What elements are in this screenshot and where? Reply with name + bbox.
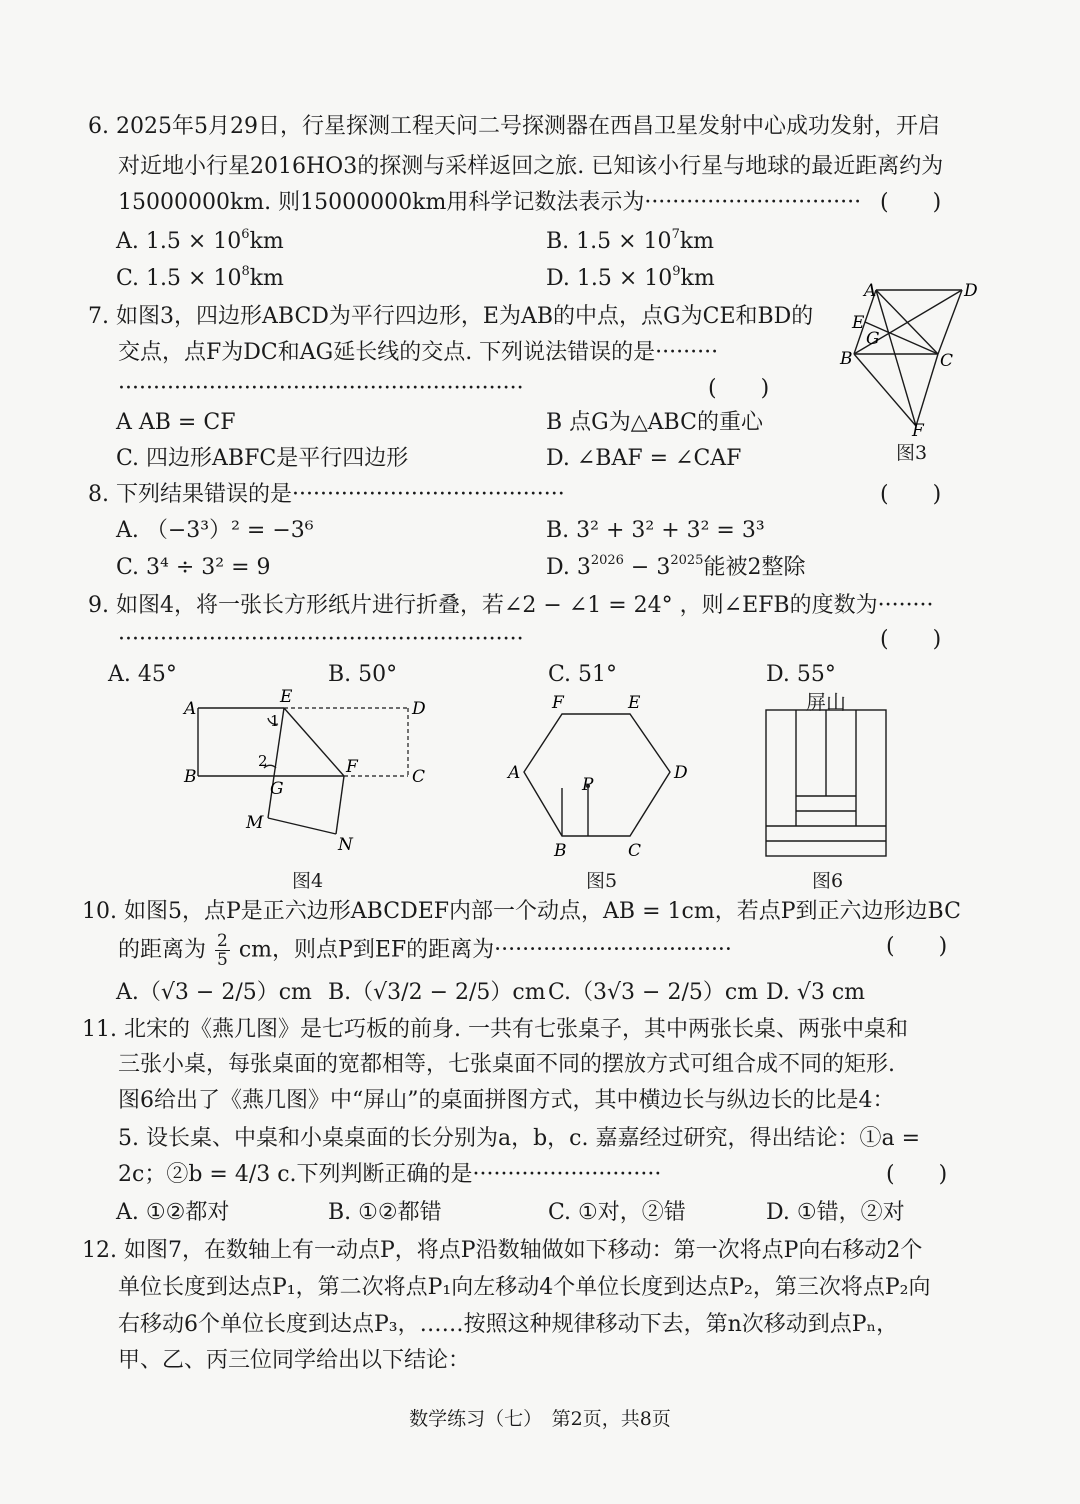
q11-option-b: B. ①②都错 xyxy=(328,1200,442,1225)
q10-option-d: D. √3 cm xyxy=(766,980,866,1005)
fig3-label-d: D xyxy=(964,281,978,301)
figure-5-regular-hexagon xyxy=(502,688,702,860)
q8-option-d: D. $3^{2026} - 3^{2025}$能被2整除 xyxy=(546,553,806,580)
fig3-label-e: E xyxy=(852,313,865,333)
q8-line1: 8. 下列结果错误的是······································· xyxy=(88,482,565,507)
q6-option-a: A. $1.5 \times 10^6km$ xyxy=(116,227,284,254)
fig4-label-a: A xyxy=(184,699,197,719)
fig4-label-m: M xyxy=(246,813,264,833)
q7-line1: 7. 如图3，四边形ABCD为平行四边形，E为AB的中点，点G为CE和BD的 xyxy=(88,304,814,329)
q6-option-d: D. $1.5 \times 10^9km$ xyxy=(546,264,715,291)
figure-3-parallelogram xyxy=(836,276,996,436)
q12-line1: 12. 如图7，在数轴上有一动点P，将点P沿数轴做如下移动：第一次将点P向右移动2个 xyxy=(82,1238,923,1263)
fig3-label-b: B xyxy=(840,349,853,369)
q9-option-d: D. 55° xyxy=(766,662,836,687)
figure-4-folded-rectangle xyxy=(176,688,446,858)
fig4-label-n: N xyxy=(338,835,353,855)
q10-option-a: A.（√3 − 2/5）cm xyxy=(116,980,312,1005)
fig5-label-c: C xyxy=(628,841,642,860)
q11-line2: 三张小桌，每张桌面的宽都相等，七张桌面不同的摆放方式可组合成不同的矩形. xyxy=(118,1052,895,1077)
fig4-caption: 图4 xyxy=(292,870,324,892)
fig6-caption: 图6 xyxy=(812,870,844,892)
fig3-label-c: C xyxy=(940,351,954,371)
q6-line1: 6. 2025年5月29日，行星探测工程天问二号探测器在西昌卫星发射中心成功发射，开启 xyxy=(88,114,940,139)
q12-line2: 单位长度到达点P₁，第二次将点P₁向左移动4个单位长度到达点P₂，第三次将点P₂向 xyxy=(118,1275,931,1300)
fig5-label-d: D xyxy=(674,763,688,783)
q8-option-c: C. 3⁴ ÷ 3² = 9 xyxy=(116,555,271,580)
q11-answer-paren: ( ) xyxy=(886,1162,948,1187)
q10-line1: 10. 如图5，点P是正六边形ABCDEF内部一个动点，AB = 1cm，若点P到正六边形边BC xyxy=(82,899,961,924)
fig4-angle-1: 1 xyxy=(270,712,280,730)
fig4-label-e: E xyxy=(280,688,293,707)
q6-line2: 对近地小行星2016HO3的探测与采样返回之旅. 已知该小行星与地球的最近距离约为 xyxy=(118,154,944,179)
q7-option-a: A AB = CF xyxy=(116,410,236,435)
q9-option-b: B. 50° xyxy=(328,662,398,687)
q9-option-a: A. 45° xyxy=(108,662,177,687)
q11-line5: 2c；②b = 4/3 c.下列判断正确的是··························· xyxy=(118,1162,662,1187)
q7-answer-paren: ( ) xyxy=(708,376,770,401)
fig5-label-p: P xyxy=(582,775,594,795)
fig5-label-b: B xyxy=(554,841,567,860)
fig4-label-b: B xyxy=(184,767,197,787)
fig6-title: 屏山 xyxy=(806,690,846,714)
q9-line2: ·························································· xyxy=(118,627,524,652)
fig5-label-e: E xyxy=(628,693,641,713)
q8-option-b: B. 3² + 3² + 3² = 3³ xyxy=(546,518,765,543)
q10-line2: 的距离为 $\frac{2}{5}$ cm，则点P到EF的距离为·································· xyxy=(118,931,732,970)
q9-line1: 9. 如图4，将一张长方形纸片进行折叠，若∠2 − ∠1 = 24° ，则∠EFB的度数为········ xyxy=(88,593,934,618)
q6-option-b: B. $1.5 \times 10^7km$ xyxy=(546,227,715,254)
figure-6-tangram-tables xyxy=(762,706,890,860)
q10-option-c: C.（3√3 − 2/5）cm xyxy=(548,980,759,1005)
q8-option-a: A. （−3³）² = −3⁶ xyxy=(116,518,314,543)
q9-option-c: C. 51° xyxy=(548,662,618,687)
fig4-label-c: C xyxy=(412,767,426,787)
fig3-label-g: G xyxy=(866,329,880,349)
q11-option-c: C. ①对，②错 xyxy=(548,1200,686,1225)
q11-option-a: A. ①②都对 xyxy=(116,1200,230,1225)
fig4-label-d: D xyxy=(412,699,426,719)
q7-line2: 交点，点F为DC和AG延长线的交点. 下列说法错误的是········· xyxy=(118,340,719,365)
q10-answer-paren: ( ) xyxy=(886,934,948,959)
page-footer: 数学练习（七） 第2页，共8页 xyxy=(409,1408,671,1430)
fig4-label-f: F xyxy=(346,757,358,777)
q12-line4: 甲、乙、丙三位同学给出以下结论： xyxy=(118,1348,471,1373)
q6-line3: 15000000km. 则15000000km用科学记数法表示为······························· xyxy=(118,190,862,215)
q7-line3: ·························································· xyxy=(118,376,524,401)
fig5-label-f: F xyxy=(552,693,564,713)
q11-line3: 图6给出了《燕几图》中“屏山”的桌面拼图方式，其中横边长与纵边长的比是4： xyxy=(118,1088,895,1113)
q11-line4: 5. 设长桌、中桌和小桌桌面的长分别为a，b，c. 嘉嘉经过研究，得出结论：①a = xyxy=(118,1126,921,1151)
q7-option-c: C. 四边形ABFC是平行四边形 xyxy=(116,446,409,471)
q10-option-b: B.（√3/2 − 2/5）cm xyxy=(328,980,546,1005)
q9-answer-paren: ( ) xyxy=(880,627,942,652)
fig5-label-a: A xyxy=(508,763,521,783)
q10-fraction: $\frac{2}{5}$ xyxy=(217,931,228,970)
fig4-label-g: G xyxy=(270,779,284,799)
q11-option-d: D. ①错，②对 xyxy=(766,1200,905,1225)
q7-option-d: D. ∠BAF = ∠CAF xyxy=(546,446,742,471)
fig3-caption: 图3 xyxy=(896,442,928,464)
q11-line1: 11. 北宋的《燕几图》是七巧板的前身. 一共有七张桌子，其中两张长桌、两张中桌和 xyxy=(82,1017,908,1042)
q6-answer-paren: ( ) xyxy=(880,190,942,215)
fig4-angle-2: 2 xyxy=(258,752,268,770)
fig3-label-a: A xyxy=(864,281,877,301)
q8-answer-paren: ( ) xyxy=(880,482,942,507)
q12-line3: 右移动6个单位长度到达点P₃，……按照这种规律移动下去，第n次移动到点Pₙ， xyxy=(118,1312,899,1337)
q7-option-b: B 点G为△ABC的重心 xyxy=(546,410,763,435)
q6-option-c: C. $1.5 \times 10^8km$ xyxy=(116,264,284,291)
fig5-caption: 图5 xyxy=(586,870,618,892)
fig3-label-f: F xyxy=(912,421,924,436)
